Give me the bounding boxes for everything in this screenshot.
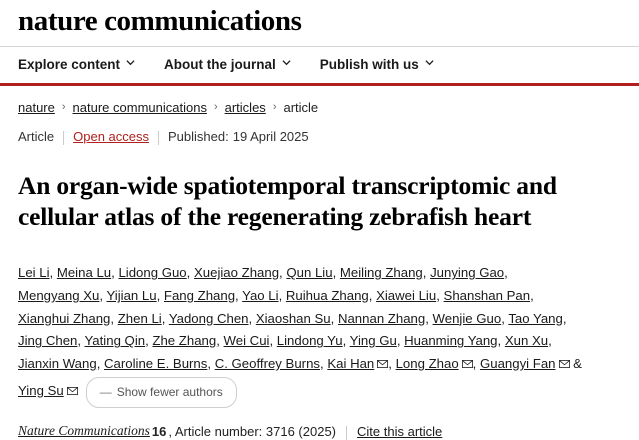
author-name[interactable]: Ying Gu xyxy=(349,333,397,349)
author-name[interactable]: Caroline E. Burns xyxy=(104,356,208,372)
citation-volume: 16 xyxy=(151,423,167,439)
author-name[interactable]: Lindong Yu xyxy=(276,333,343,349)
chevron-down-icon xyxy=(126,58,134,66)
envelope-icon[interactable] xyxy=(377,360,388,368)
author-ampersand: & xyxy=(573,356,582,372)
nav-label: Explore content xyxy=(18,56,121,72)
nav-item-explore-content[interactable] xyxy=(18,57,134,72)
nav-label: Publish with us xyxy=(319,56,419,72)
author-name[interactable]: Lidong Guo xyxy=(118,265,187,281)
author-name[interactable]: Wei Cui xyxy=(223,333,270,349)
dash-icon: — xyxy=(99,384,112,399)
breadcrumb-item-articles[interactable]: articles xyxy=(224,99,266,115)
author-name[interactable]: Yijian Lu xyxy=(106,287,157,303)
article-meta xyxy=(0,115,639,144)
author-name[interactable]: Shanshan Pan xyxy=(443,287,531,303)
published-date: 19 April 2025 xyxy=(232,128,309,144)
author-name[interactable]: Xianghui Zhang xyxy=(18,310,111,326)
author-name[interactable]: Zhen Li xyxy=(117,310,162,326)
citation-article-number: , Article number: 3716 (2025) xyxy=(168,423,337,439)
citation-line xyxy=(0,407,639,439)
author-name[interactable]: Qun Liu xyxy=(286,265,333,281)
author-name[interactable]: Zhe Zhang xyxy=(152,333,217,349)
nav-label: About the journal xyxy=(164,56,276,72)
breadcrumb-separator-icon: › xyxy=(272,101,277,114)
author-name[interactable]: Meiling Zhang xyxy=(339,265,423,281)
author-name[interactable]: Ying Su xyxy=(18,382,64,398)
citation-journal-name[interactable]: Nature Communications xyxy=(18,423,150,439)
breadcrumb-item-nature-communications[interactable]: nature communications xyxy=(72,99,207,115)
author-name[interactable]: Yao Li xyxy=(242,287,279,303)
nav-item-publish-with-us[interactable] xyxy=(320,57,433,72)
author-name[interactable]: Xiawei Liu xyxy=(376,287,437,303)
chevron-down-icon xyxy=(282,58,290,66)
author-name[interactable]: Fang Zhang xyxy=(163,287,236,303)
author-name[interactable]: Xuejiao Zhang xyxy=(193,265,280,281)
breadcrumb xyxy=(0,86,639,115)
envelope-icon[interactable] xyxy=(559,360,570,368)
author-name[interactable]: Yadong Chen xyxy=(168,310,249,326)
author-name[interactable]: Guangyi Fan xyxy=(479,356,556,372)
envelope-icon[interactable] xyxy=(462,360,473,368)
author-name[interactable]: Jing Chen xyxy=(18,333,78,349)
author-name[interactable]: Junying Gao xyxy=(430,265,505,281)
author-name[interactable]: Huanming Yang xyxy=(404,333,498,349)
author-name[interactable]: Nannan Zhang xyxy=(337,310,426,326)
author-name[interactable]: Ruihua Zhang xyxy=(285,287,369,303)
author-name[interactable]: Xiaoshan Su xyxy=(255,310,331,326)
journal-title[interactable]: nature communications xyxy=(18,5,302,37)
breadcrumb-separator-icon: › xyxy=(213,101,218,114)
author-name[interactable]: Mengyang Xu xyxy=(18,287,100,303)
show-fewer-authors-label: Show fewer authors xyxy=(116,384,223,399)
page-title: An organ-wide spatiotemporal transcriptomic and cellular atlas of the regenerating zebrafish heart xyxy=(18,170,557,232)
author-name[interactable]: Tao Yang xyxy=(508,310,563,326)
meta-divider xyxy=(158,131,159,145)
author-name[interactable]: Yating Qin xyxy=(84,333,146,349)
show-fewer-authors-button[interactable] xyxy=(86,377,237,409)
meta-divider xyxy=(63,131,64,145)
primary-navigation xyxy=(0,46,639,86)
article-type-label: Article xyxy=(18,128,55,144)
cite-this-article-link[interactable]: Cite this article xyxy=(357,423,443,439)
author-name[interactable]: Lei Li xyxy=(18,265,50,281)
chevron-down-icon xyxy=(425,58,433,66)
open-access-badge[interactable]: Open access xyxy=(73,128,149,144)
breadcrumb-separator-icon: › xyxy=(61,101,66,114)
author-name[interactable]: Jianxin Wang xyxy=(18,356,97,372)
masthead xyxy=(0,0,639,46)
author-name[interactable]: Xun Xu xyxy=(504,333,549,349)
breadcrumb-item-nature[interactable]: nature xyxy=(18,99,55,115)
author-list: Lei Li, Meina Lu, Lidong Guo, Xuejiao Zhang, Qun Liu, Meiling Zhang, Junying Gao, Mengyang Xu, Yijian Lu, Fang Zhang, Yao Li, Ruihua Zhang, Xiawei Liu, Shanshan Pan, Xianghui Zhang, Zhen Li, Yadong Chen, Xiaoshan Su, Nannan Zhang, Wenjie Guo, Tao Yang, Jing Chen, Yating Qin, Zhe Zhang, Wei Cui, Lindong Yu, Ying Gu, Huanming Yang, Xun Xu, Jianxin Wang, Caroline E. Burns, C. Geoffrey Burns, Kai Han , Long Zhao , Guangyi Fan & Ying Su — Show fewer authors xyxy=(0,249,614,407)
citation-divider xyxy=(346,426,347,440)
breadcrumb-item-article: article xyxy=(283,99,319,115)
envelope-icon[interactable] xyxy=(67,387,78,395)
published-label: Published: xyxy=(168,128,229,144)
nav-item-about-the-journal[interactable] xyxy=(164,57,290,72)
author-name[interactable]: Meina Lu xyxy=(56,265,112,281)
author-name[interactable]: Kai Han xyxy=(327,356,375,372)
author-name[interactable]: Long Zhao xyxy=(395,356,459,372)
author-name[interactable]: C. Geoffrey Burns xyxy=(214,356,321,372)
author-name[interactable]: Wenjie Guo xyxy=(432,310,502,326)
